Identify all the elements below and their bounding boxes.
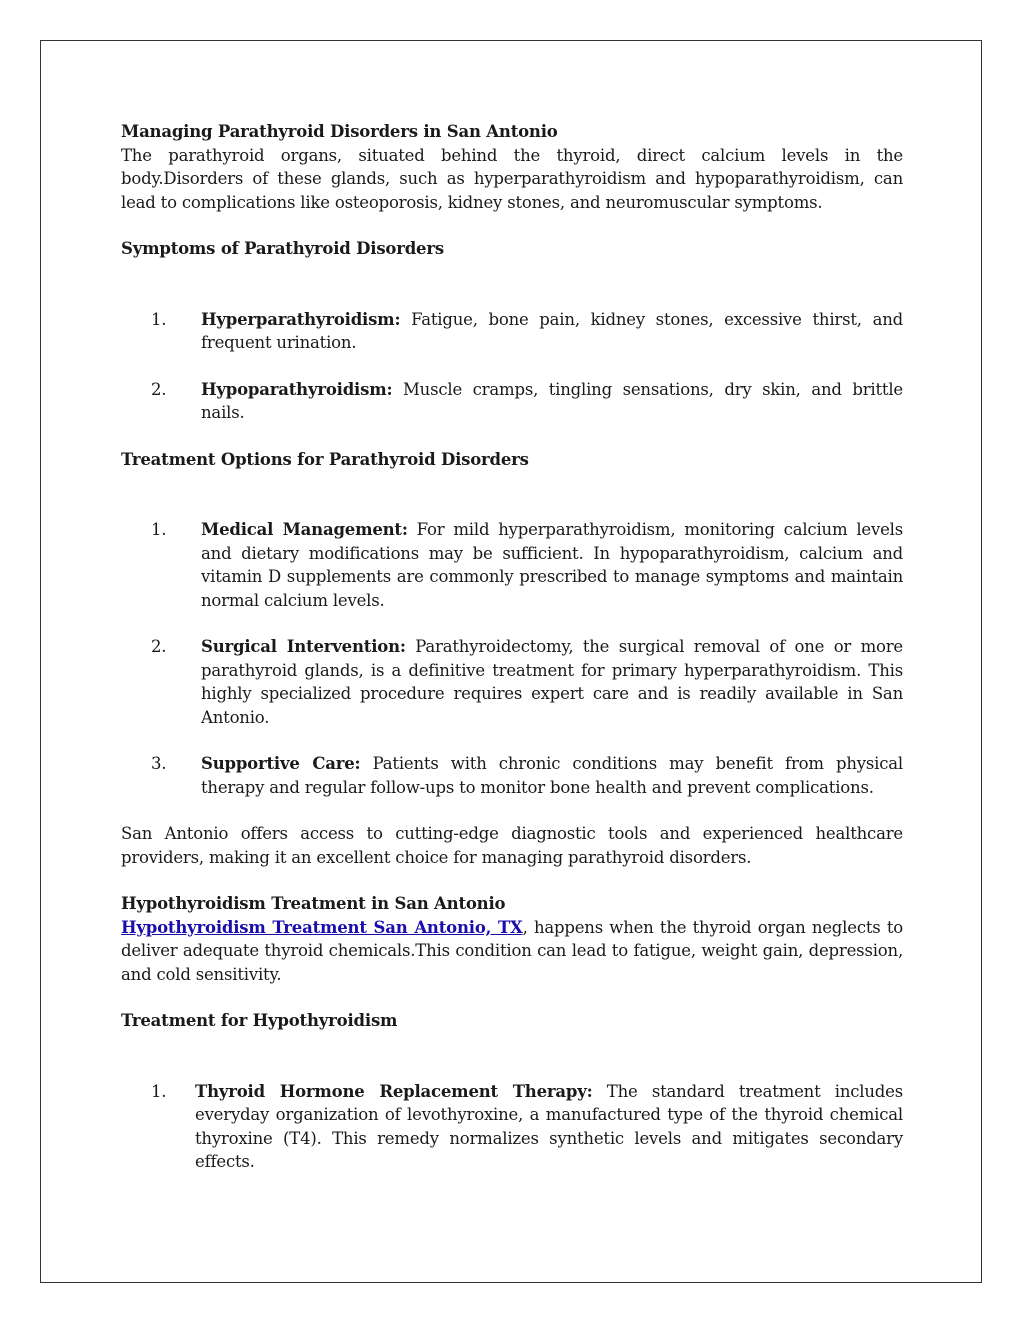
hypo-treatment-heading: Treatment for Hypothyroidism	[121, 1011, 398, 1030]
list-item	[121, 518, 903, 612]
list-term: Thyroid Hormone Replacement Therapy:	[195, 1081, 593, 1101]
section-title-parathyroid: Managing Parathyroid Disorders in San Antonio	[121, 122, 558, 141]
hypothyroidism-intro-text: , happens when the thyroid organ neglects to deliver adequate thyroid chemicals.This condition can lead to fatigue, weight gain, depression, and cold sensitivity.	[121, 917, 903, 984]
list-number: 2.	[151, 379, 167, 399]
parathyroid-intro: The parathyroid organs, situated behind the thyroid, direct calcium levels in the body.Disorders of these glands, such as hyperparathyroidism and hypoparathyroidism, can lead to complications like osteoporosis, kidney stones, and neuromuscular symptoms.	[121, 145, 903, 212]
list-text: Muscle cramps, tingling sensations, dry skin, and brittle nails.	[201, 379, 903, 422]
list-text: Patients with chronic conditions may benefit from physical therapy and regular follow-ups to monitor bone health and prevent complications.	[201, 754, 903, 797]
list-item	[121, 378, 903, 425]
list-number: 1.	[151, 1081, 167, 1101]
treatment-closing: San Antonio offers access to cutting-edge diagnostic tools and experienced healthcare providers, making it an excellent choice for managing parathyroid disorders.	[121, 824, 903, 867]
list-number: 1.	[151, 309, 167, 329]
list-term: Hyperparathyroidism:	[201, 309, 401, 329]
symptoms-list	[121, 308, 903, 425]
symptoms-heading: Symptoms of Parathyroid Disorders	[121, 239, 444, 258]
list-term: Supportive Care:	[201, 754, 361, 773]
list-text: Fatigue, bone pain, kidney stones, excessive thirst, and frequent urination.	[201, 309, 903, 352]
list-term: Surgical Intervention:	[201, 637, 406, 656]
hypothyroidism-intro	[121, 916, 903, 987]
list-number: 3.	[151, 754, 167, 773]
list-term: Hypoparathyroidism:	[201, 379, 393, 399]
document-body	[121, 120, 903, 1174]
list-number: 2.	[151, 637, 167, 656]
list-number: 1.	[151, 520, 167, 539]
list-item	[121, 1080, 903, 1174]
section-title-hypothyroidism: Hypothyroidism Treatment in San Antonio	[121, 894, 506, 913]
hypothyroidism-link[interactable]: Hypothyroidism Treatment San Antonio, TX	[121, 917, 523, 937]
hypo-treatment-list	[121, 1080, 903, 1174]
list-text: For mild hyperparathyroidism, monitoring calcium levels and dietary modifications may be sufficient. In hypoparathyroidism, calcium and vitamin D supplements are commonly prescribed to manage symptoms and maintain normal calcium levels.	[201, 520, 903, 610]
list-item	[121, 635, 903, 729]
list-item	[121, 308, 903, 355]
treatment-list	[121, 518, 903, 799]
list-text: The standard treatment includes everyday organization of levothyroxine, a manufactured type of the thyroid chemical thyroxine (T4). This remedy normalizes synthetic levels and mitigates secondary effects.	[195, 1081, 904, 1171]
treatment-heading: Treatment Options for Parathyroid Disorders	[121, 449, 529, 469]
list-term: Medical Management:	[201, 520, 408, 539]
list-item	[121, 752, 903, 799]
list-text: Parathyroidectomy, the surgical removal of one or more parathyroid glands, is a definitive treatment for primary hyperparathyroidism. This highly specialized procedure requires expert care and is readily available in San Antonio.	[201, 637, 903, 727]
